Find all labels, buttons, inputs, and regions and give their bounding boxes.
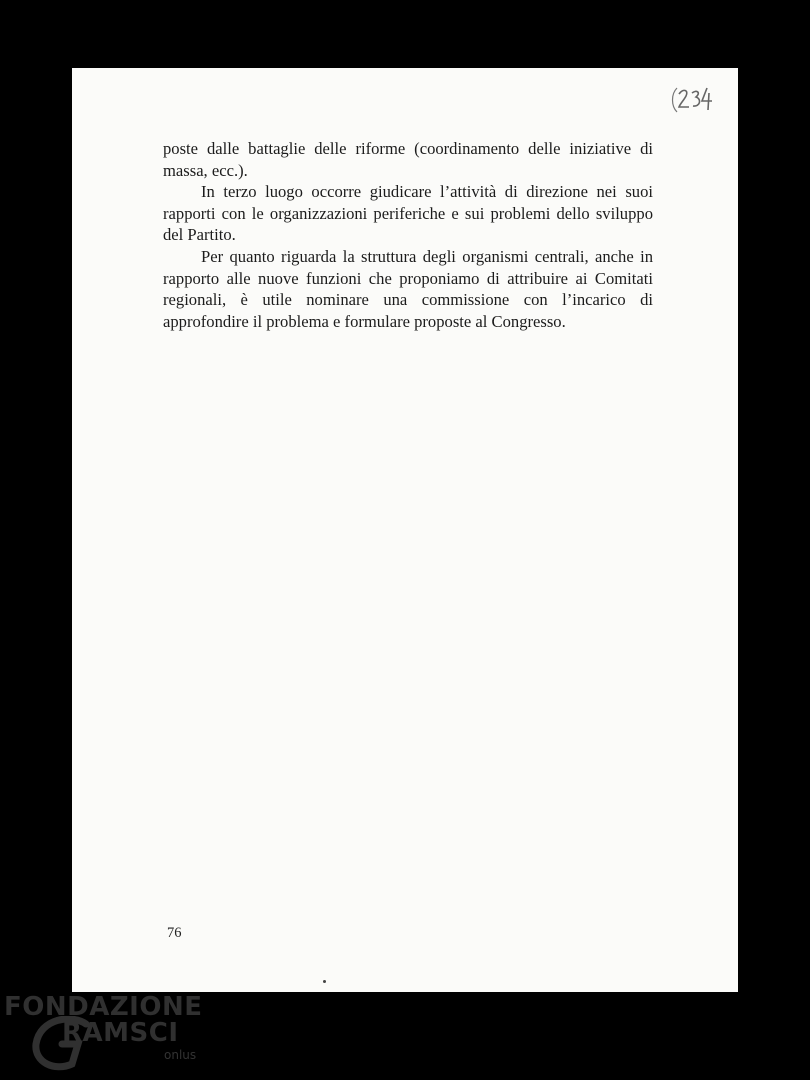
fondazione-gramsci-watermark (4, 992, 204, 1072)
page-number: 76 (167, 925, 182, 941)
paragraph: In terzo luogo occorre giudicare l’attività di direzione nei suoi rapporti con le organizzazioni periferiche e sui problemi dello sviluppo del Partito. (163, 182, 653, 245)
watermark-line2: RAMSCI (62, 1018, 179, 1048)
scan-speck (323, 980, 326, 983)
watermark-subtitle: onlus (164, 1048, 197, 1062)
document-page (72, 68, 738, 992)
handwritten-folio-number (669, 80, 715, 120)
archive-folio-stamp (669, 80, 715, 120)
paragraph: Per quanto riguarda la struttura degli organismi centrali, anche in rapporto alle nuove funzioni che proponiamo di attribuire ai Comitati regionali, è utile nominare una commissione con l’incarico di approfondire il problema e formulare proposte al Congresso. (163, 246, 653, 331)
body-text (163, 138, 653, 332)
watermark-line1: FONDAZIONE (4, 992, 203, 1022)
paragraph: poste dalle battaglie delle riforme (coordinamento delle iniziative di massa, ecc.). (163, 139, 653, 180)
